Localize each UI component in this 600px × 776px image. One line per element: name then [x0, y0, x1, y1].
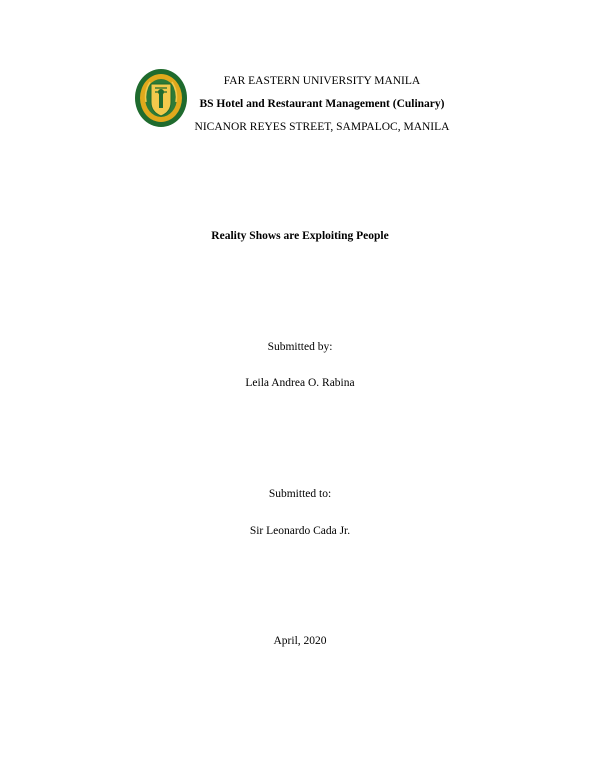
program-name: BS Hotel and Restaurant Management (Culinary) [199, 98, 445, 110]
author-name: Leila Andrea O. Rabina [245, 377, 355, 389]
university-seal-icon [134, 68, 188, 128]
university-name: FAR EASTERN UNIVERSITY MANILA [223, 75, 421, 87]
document-title: Reality Shows are Exploiting People [211, 230, 389, 242]
submitted-by-label: Submitted by: [267, 341, 333, 353]
letterhead-text [192, 70, 452, 139]
advisor-name: Sir Leonardo Cada Jr. [249, 525, 351, 537]
submitted-to-label: Submitted to: [268, 488, 332, 500]
letterhead [134, 66, 474, 133]
submission-date: April, 2020 [273, 635, 327, 647]
university-address: NICANOR REYES STREET, SAMPALOC, MANILA [194, 121, 450, 133]
